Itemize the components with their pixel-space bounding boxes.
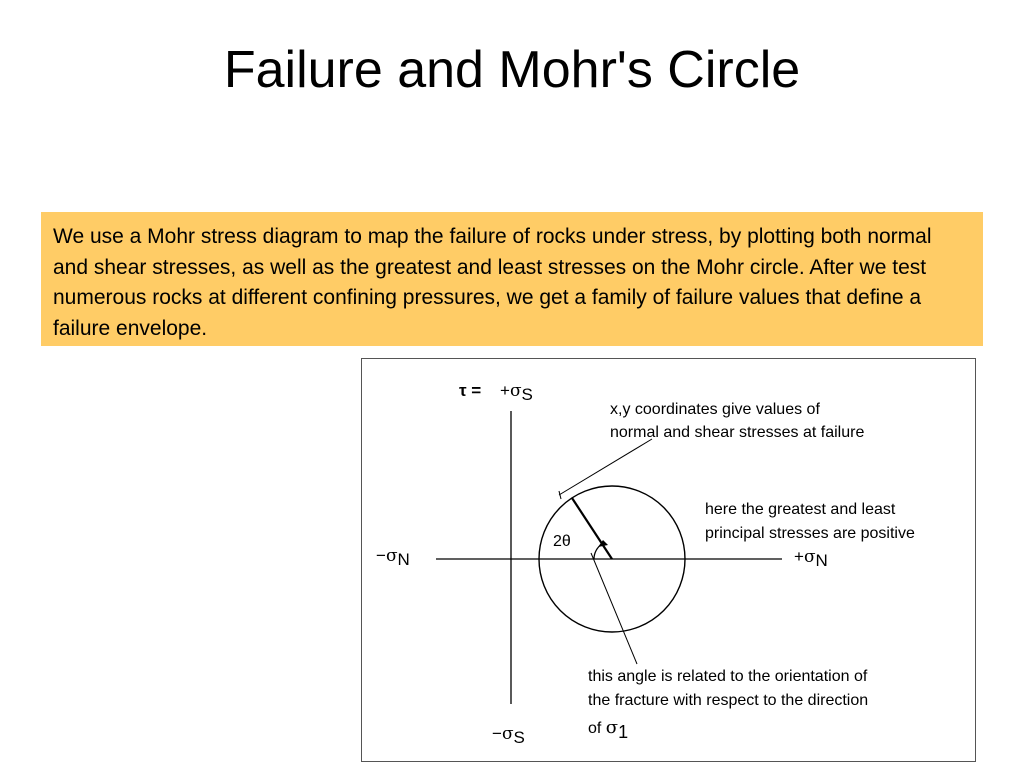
annotation-top-line2: normal and shear stresses at failure (610, 424, 865, 441)
mohr-diagram (362, 359, 977, 763)
neg-sigma-n-label: −σN (376, 546, 410, 569)
annotation-bottom-line1: this angle is related to the orientation of (588, 668, 868, 685)
leader-line-bottom (591, 553, 637, 664)
annotation-bottom-line2: the fracture with respect to the direction (588, 692, 869, 709)
annotation-top-line1: x,y coordinates give values of (610, 401, 820, 418)
pos-sigma-s-label: +σS (500, 381, 533, 404)
neg-sigma-s-label: −σS (492, 724, 525, 747)
annotation-bottom-line3: of σ1 (588, 717, 629, 742)
angle-label: 2θ (553, 533, 571, 550)
circle-radius (572, 498, 612, 559)
annotation-right-line1: here the greatest and least (705, 501, 896, 518)
annotation-right-line2: principal stresses are positive (705, 525, 915, 542)
pos-sigma-n-label: +σN (794, 547, 828, 570)
mohr-diagram-figure (361, 358, 976, 762)
description-box: We use a Mohr stress diagram to map the failure of rocks under stress, by plotting both normal and shear stresses, as well as the greatest and least stresses on the Mohr circle. After we test numerous rocks at different confining pressures, we get a family of failure values that define a failure envelope. (41, 212, 983, 346)
tau-label: τ = (459, 381, 482, 400)
slide-title: Failure and Mohr's Circle (223, 41, 801, 99)
